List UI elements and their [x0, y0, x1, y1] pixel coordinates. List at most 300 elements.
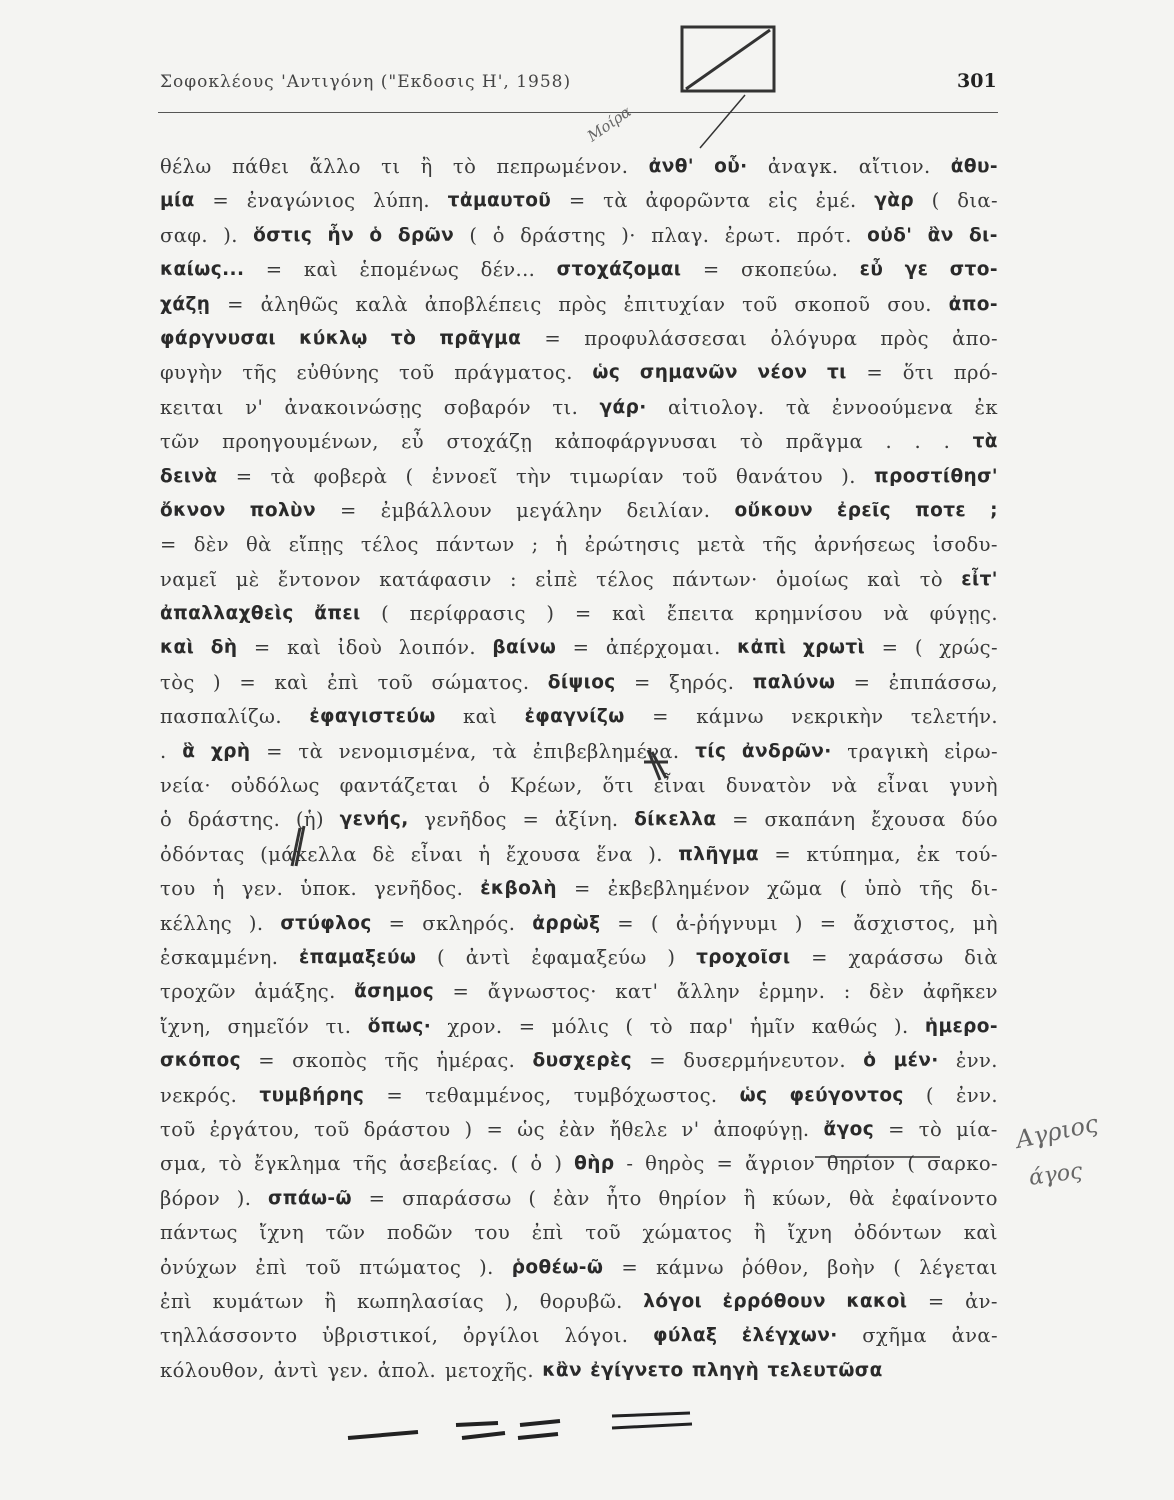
lemma-word: οὗ·	[714, 156, 748, 177]
gloss-word: (	[907, 1152, 916, 1176]
gloss-word: ἔντονον	[277, 567, 361, 591]
gloss-word: τὸς	[160, 670, 195, 694]
gloss-word: χαράσσω	[848, 945, 944, 969]
gloss-word: κύων,	[772, 1186, 833, 1210]
gloss-word: ἤθελε	[609, 1117, 668, 1141]
gloss-word: ἐὰν	[558, 1117, 596, 1141]
lemma-word: δίψιος	[547, 671, 616, 693]
gloss-word: ν'	[681, 1117, 700, 1141]
gloss-word: χρον.	[447, 1014, 503, 1038]
gloss-word: ἡ	[212, 877, 225, 901]
lemma-word: μέν·	[893, 1050, 939, 1072]
gloss-word: σαφ.	[160, 223, 208, 247]
gloss-word: ἐρώτησις	[584, 533, 681, 557]
gloss-word: ἀνα-	[951, 1324, 998, 1348]
gloss-word: πλαγ.	[651, 223, 710, 247]
lemma-word: χάζῃ	[160, 293, 211, 315]
lemma-word: πληγὴ	[691, 1359, 760, 1381]
gloss-word: μετοχῆς.	[444, 1358, 534, 1382]
gloss-word: ἀπέρχομαι.	[605, 636, 721, 660]
lemma-word: εἶτ'	[961, 568, 998, 590]
gloss-word: .	[160, 739, 167, 763]
gloss-word: ).	[236, 1186, 252, 1210]
gloss-word: ἢ	[753, 1221, 767, 1245]
gloss-word: ν'	[245, 395, 264, 419]
gloss-word: νὰ	[883, 602, 910, 626]
gloss-word: ὑποκ.	[300, 877, 358, 901]
gloss-word: παρ'	[689, 1014, 734, 1038]
gloss-word: μία-	[956, 1117, 998, 1141]
gloss-word: =	[811, 945, 828, 969]
gloss-word: ἐκβεβλημένον	[607, 877, 751, 901]
margin-note-right-2: άγος	[1027, 1158, 1084, 1191]
lemma-word: οὐδ'	[867, 224, 913, 246]
gloss-word: ποδῶν	[386, 1221, 453, 1245]
gloss-word: σου.	[887, 292, 932, 316]
lemma-word: δι-	[969, 224, 998, 246]
gloss-word: τοῦ	[398, 361, 435, 385]
lemma-word: κἂν	[542, 1359, 582, 1381]
gloss-word: =	[452, 980, 470, 1004]
gloss-word: ἐπὶ	[531, 1221, 564, 1245]
gloss-word: ἔγκλημα	[253, 1152, 341, 1176]
gloss-word: τηλλάσσοντο	[160, 1324, 298, 1348]
gloss-word: ἕνα	[596, 842, 633, 866]
gloss-word: ὁ	[478, 774, 491, 798]
gloss-word: ἴχνη,	[160, 1014, 212, 1038]
gloss-word: ἐνν.	[956, 1083, 998, 1107]
gloss-word: .	[885, 430, 893, 454]
lemma-word: ἄπει	[314, 603, 361, 625]
gloss-word: ἐρωτ.	[724, 223, 782, 247]
pen-marks	[292, 750, 943, 1157]
lemma-word: θὴρ	[574, 1153, 615, 1175]
gloss-word: τὰ	[603, 189, 628, 213]
lemma-word: στο-	[949, 259, 998, 281]
lemma-word: σκόπος	[160, 1050, 241, 1072]
gloss-word: εἰπὲ	[535, 567, 578, 591]
gloss-word: ).	[479, 1255, 494, 1279]
gloss-word: =	[881, 636, 899, 660]
gloss-word: λέγεται	[919, 1255, 998, 1279]
gloss-word: (	[925, 1083, 934, 1107]
lemma-word: κακοὶ	[846, 1290, 908, 1312]
gloss-word: =	[652, 705, 669, 729]
gloss-word: δυνατὸν	[725, 774, 812, 798]
gloss-word: τοῦ	[160, 1117, 196, 1141]
gloss-word: Κρέων,	[510, 774, 583, 798]
gloss-word: ἡ	[555, 533, 568, 557]
gloss-word: δὲν	[193, 533, 230, 557]
lemma-word: φάργνυσαι	[160, 327, 277, 349]
gloss-word: ἦτο	[606, 1186, 642, 1210]
gloss-word: νεκρικὴν	[791, 705, 884, 729]
gloss-word: .	[943, 430, 951, 454]
gloss-word: ἐὰν	[553, 1186, 590, 1210]
gloss-word: καὶ	[287, 636, 322, 660]
gloss-word: ἐνν.	[955, 1049, 998, 1073]
gloss-word: ὡς	[517, 1117, 545, 1141]
gloss-word: ἀντὶ	[273, 1358, 319, 1382]
lemma-word: ἃ	[182, 740, 196, 762]
gloss-word: τῆς	[919, 877, 954, 901]
gloss-word: =	[573, 877, 591, 901]
lemma-word: βαίνω	[492, 637, 557, 659]
gloss-word: στοχάζῃ	[446, 430, 533, 454]
gloss-word: ἐκ	[916, 842, 940, 866]
page-number: 301	[957, 70, 997, 92]
margin-note-right-1: Αγριος	[1013, 1109, 1101, 1154]
gloss-word: δὲ	[372, 842, 396, 866]
gloss-word: του	[474, 1221, 511, 1245]
gloss-word: σκοποῦ	[794, 292, 871, 316]
gloss-word: εὐθύνης	[296, 361, 380, 385]
gloss-word: τῶν	[325, 1221, 366, 1245]
gloss-word: καλὰ	[355, 292, 408, 316]
gloss-word: (	[893, 1255, 902, 1279]
lemma-word: γάρ·	[599, 396, 647, 418]
lemma-word: προστίθησ'	[874, 465, 998, 487]
lemma-word: νέον	[757, 362, 808, 384]
gloss-word: τῆς	[762, 533, 798, 557]
gloss-word: ἢ	[324, 1289, 337, 1313]
lemma-word: τροχοῖσι	[696, 946, 791, 968]
gloss-word: =	[774, 842, 792, 866]
gloss-word: ἄλλο	[309, 155, 361, 178]
gloss-word: =	[235, 464, 253, 488]
gloss-word: τοῦ	[377, 670, 414, 694]
lemma-word: καὶ	[160, 637, 195, 659]
lemma-word: ὁ	[369, 224, 383, 246]
gloss-word: =	[568, 189, 586, 213]
gloss-word: ῥόθον,	[741, 1255, 810, 1279]
gloss-word: ).	[648, 842, 663, 866]
lemma-word: ὡς	[592, 362, 621, 384]
gloss-word: πρὸς	[880, 326, 929, 350]
gloss-word: χρώς-	[939, 636, 998, 660]
gloss-word: γενῆδος	[424, 808, 507, 832]
gloss-word: ὀνύχων	[160, 1255, 238, 1279]
gloss-word: =	[212, 189, 230, 213]
gloss-word: ὀδόντων	[853, 1221, 943, 1245]
gloss-word: εἶναι	[877, 774, 930, 798]
gloss-word: σχῆμα	[862, 1324, 927, 1348]
gloss-word: σκοπὸς	[292, 1049, 368, 1073]
gloss-word: ἰδοὺ	[337, 636, 383, 660]
gloss-word: τι.	[552, 395, 579, 419]
gloss-word: =	[522, 808, 540, 832]
lemma-word: ;	[990, 499, 998, 521]
gloss-word: ἀπολ.	[377, 1358, 437, 1382]
gloss-word: δὲν	[869, 980, 905, 1004]
gloss-word: ἀρνήσεως	[814, 533, 916, 557]
gloss-word: τοῦ	[585, 1221, 621, 1245]
gloss-word: κτύπημα,	[806, 842, 902, 866]
gloss-word: τῆς	[352, 1152, 388, 1176]
gloss-word: δι-	[970, 877, 998, 901]
gloss-word: (	[510, 1152, 519, 1176]
gloss-word: ἐπιτυχίαν	[623, 292, 726, 316]
gloss-word: ἀνακοινώσῃς	[284, 395, 423, 419]
gloss-word: καὶ	[463, 705, 498, 729]
gloss-word: κόλουθον,	[160, 1358, 266, 1382]
gloss-word: ἑρμην.	[758, 980, 826, 1004]
gloss-word: γεν.	[327, 1358, 370, 1382]
lemma-word: φεύγοντος	[789, 1084, 904, 1106]
gloss-word: ὀργίλοι	[462, 1324, 540, 1348]
gloss-word: ἔχουσα	[871, 808, 946, 832]
gloss-word: πάντως	[160, 1221, 238, 1245]
lemma-word: ὄκνον	[160, 499, 226, 521]
gloss-word: εἴπῃς	[288, 533, 344, 557]
lemma-word: ἐγίγνετο	[590, 1359, 684, 1381]
gloss-word: ἐμβάλλουν	[380, 498, 493, 522]
gloss-word: =	[649, 1049, 666, 1073]
gloss-word: τὰ	[492, 739, 518, 763]
gloss-word: σπαράσσω	[402, 1186, 512, 1210]
gloss-word: σκοπεύω.	[740, 258, 839, 282]
gloss-word: καθώς	[811, 1014, 878, 1038]
gloss-word: ἁμάξης.	[254, 980, 336, 1004]
gloss-word: ὁ	[160, 808, 173, 832]
gloss-word: ἀντὶ	[465, 945, 511, 969]
lemma-word: οὔκουν	[734, 499, 813, 521]
gloss-word: =	[634, 670, 651, 694]
gloss-word: =	[266, 739, 283, 763]
gloss-word: θὰ	[246, 533, 272, 557]
gloss-word: δράστου	[363, 1117, 451, 1141]
gloss-word: τραγικὴ	[847, 739, 929, 763]
lemma-word: ἀνδρῶν·	[741, 740, 832, 762]
gloss-word: )	[554, 1152, 563, 1176]
gloss-word: ἄγριον	[745, 1152, 816, 1176]
gloss-word: εὖ	[401, 430, 425, 454]
gloss-word: ἀξίνη.	[554, 808, 619, 832]
gloss-word: (	[650, 911, 659, 935]
lemma-word: ἐρεῖς	[837, 499, 892, 521]
gloss-word: =	[732, 808, 749, 832]
gloss-word: τὸ	[919, 567, 944, 591]
gloss-word: τέλος	[596, 567, 655, 591]
gloss-word: γεν.	[241, 877, 284, 901]
gloss-word: ἀποφύγῃ.	[713, 1117, 810, 1141]
gloss-word: δράστης.	[187, 808, 281, 832]
gloss-word: (ἡ)	[295, 808, 324, 832]
gloss-word: τελετήν.	[910, 705, 998, 729]
gloss-word: καὶ	[274, 670, 309, 694]
gloss-word: )	[464, 1117, 473, 1141]
lemma-word: κἀπὶ	[737, 637, 787, 659]
gloss-word: =	[486, 1117, 504, 1141]
gloss-word: κέλλης	[160, 911, 233, 935]
gloss-word: τέλος	[360, 533, 419, 557]
gloss-word: ).	[893, 1014, 909, 1038]
lemma-word: τὰ	[972, 431, 998, 453]
gloss-word: πρᾶγμα	[785, 430, 864, 454]
gloss-word: =	[339, 498, 357, 522]
gloss-word: μεγάλην	[516, 498, 603, 522]
gloss-word: βοὴν	[827, 1255, 876, 1279]
lemma-word: πρᾶγμα	[439, 327, 522, 349]
gloss-word: λόγοι.	[564, 1324, 629, 1348]
gloss-word: αἰτιολογ.	[667, 395, 765, 419]
gloss-word: =	[368, 1186, 386, 1210]
gloss-word: ἐπιπάσσω,	[888, 670, 998, 694]
lemma-word: τυμβήρης	[259, 1084, 365, 1106]
gloss-word: ξηρός.	[669, 670, 735, 694]
gloss-word: πρότ.	[796, 223, 852, 247]
gloss-word: τοῦ	[305, 1255, 342, 1279]
lemma-word: πολὺν	[249, 499, 316, 521]
gloss-word: του	[160, 877, 196, 901]
gloss-word: τὸ	[918, 1117, 943, 1141]
gloss-word: τὸ	[740, 430, 764, 454]
gloss-word: τροχῶν	[160, 980, 236, 1004]
gloss-word: ἐμέ.	[815, 189, 857, 213]
gloss-word: ἢ	[420, 155, 433, 178]
gloss-word: (	[381, 602, 390, 626]
gloss-word: =	[253, 636, 271, 660]
gloss-word: =	[239, 670, 257, 694]
gloss-word: ἄσχιστος,	[853, 911, 956, 935]
gloss-word: ἡ	[478, 842, 491, 866]
gloss-word: μόλις	[551, 1014, 610, 1038]
gloss-word: περίφρασις	[409, 602, 526, 626]
gloss-word: δυσερμήνευτον.	[683, 1049, 847, 1073]
gloss-word: =	[572, 636, 590, 660]
gloss-word: (	[839, 877, 848, 901]
lemma-word: τι	[826, 362, 847, 384]
lemma-word: γε	[904, 259, 929, 281]
gloss-word: ὁ	[530, 1152, 543, 1176]
lemma-word: τίς	[695, 740, 727, 762]
gloss-word: (	[469, 223, 478, 247]
lemma-word: εὖ	[859, 259, 884, 281]
lemma-word: λόγοι	[643, 1290, 703, 1312]
gloss-word: θέλω	[160, 155, 212, 178]
lemma-word: ἂν	[927, 224, 954, 246]
gloss-word: βόρον	[160, 1186, 221, 1210]
gloss-word: ἀν-	[965, 1289, 998, 1313]
gloss-word: :	[843, 980, 851, 1004]
gloss-word: ).	[248, 911, 264, 935]
gloss-word: νεκρός.	[160, 1083, 238, 1107]
gloss-word: =	[702, 258, 720, 282]
gloss-word: ναμεῖ	[160, 567, 218, 591]
gloss-word: πάθει	[231, 155, 290, 178]
gloss-word: σημεῖόν	[227, 1014, 310, 1038]
gloss-word: θορυβῶ.	[539, 1289, 623, 1313]
gloss-word: ὀλόγυρα	[770, 326, 858, 350]
lemma-word: ἐκβολὴ	[480, 878, 557, 900]
gloss-word: τῆς	[242, 361, 277, 385]
gloss-word: )	[546, 602, 555, 626]
lemma-word: ἐπαμαξεύω	[298, 946, 417, 968]
gloss-word: τυμβόχωστος.	[573, 1083, 718, 1107]
gloss-word: ἐφαμαξεύω	[531, 945, 647, 969]
lemma-word: ἐφαγιστεύω	[309, 706, 436, 728]
gloss-word: =	[574, 602, 592, 626]
gloss-word: ἐφαίνοντο	[891, 1186, 998, 1210]
gloss-word: τῆς	[384, 1049, 420, 1073]
gloss-word: τού-	[955, 842, 998, 866]
gloss-word: καὶ	[963, 1221, 998, 1245]
gloss-word: καὶ	[867, 567, 902, 591]
gloss-word: (	[914, 636, 923, 660]
gloss-word: )	[667, 945, 676, 969]
lemma-word: ἀθυ-	[950, 156, 998, 177]
gloss-word: ἀναγκ.	[767, 155, 839, 178]
lemma-word: στοχάζομαι	[556, 259, 682, 281]
gloss-word: ἄλλην	[676, 980, 741, 1004]
gloss-word: ἐπιβεβλημένα.	[532, 739, 680, 763]
gloss-word: σοβαρόν	[443, 395, 532, 419]
gloss-word: τοῦ	[682, 464, 718, 488]
lemma-word: ἡμερο-	[924, 1015, 998, 1037]
gloss-word: τι	[381, 155, 401, 178]
gloss-word: =	[888, 1117, 905, 1141]
lemma-word: μία	[160, 190, 195, 212]
lemma-word: δὴ	[210, 637, 238, 659]
gloss-word: αἴτιον.	[858, 155, 931, 178]
gloss-word: τὸ	[649, 1014, 674, 1038]
gloss-word: προφυλάσσεσαι	[584, 326, 748, 350]
running-title: Σοφοκλέους 'Αντιγόνη ("Εκδοσις Η', 1958)	[160, 72, 572, 92]
gloss-word: )	[213, 670, 222, 694]
gloss-word: θηρὸς	[645, 1152, 705, 1176]
gloss-word: ἔχουσα	[506, 842, 581, 866]
gloss-word: τῶν	[160, 430, 200, 454]
gloss-word: ὁ	[492, 223, 505, 247]
gloss-word: λύπη.	[373, 189, 431, 213]
gloss-word: ἐναγώνιος	[246, 189, 356, 213]
gloss-word: ὅτι	[902, 361, 935, 385]
gloss-word: ἀσεβείας.	[399, 1152, 499, 1176]
gloss-word: =	[819, 911, 837, 935]
gloss-word: =	[265, 258, 283, 282]
gloss-word: γενῆδος.	[374, 877, 464, 901]
gloss-word: καὶ	[303, 258, 339, 282]
gloss-word: κάμνω	[696, 705, 764, 729]
gloss-word: ἐπὶ	[327, 670, 360, 694]
gloss-word: θανάτου	[735, 464, 824, 488]
gloss-word: ).	[841, 464, 856, 488]
gloss-word: =	[227, 292, 244, 316]
gloss-word: σμα,	[160, 1152, 207, 1176]
gloss-word: εἶναι	[410, 842, 464, 866]
gloss-word: (μάκελλα	[260, 842, 357, 866]
margin-note-top: Μοίρα	[583, 102, 635, 146]
lemma-word: ῥοθέω-ῶ	[511, 1256, 604, 1278]
gloss-word: γυνὴ	[949, 774, 998, 798]
gloss-word: πρὸς	[558, 292, 607, 316]
lemma-word: ποτε	[915, 499, 967, 521]
lemma-word: ἐλέγχων·	[741, 1325, 838, 1347]
gloss-word: =	[544, 326, 562, 350]
gloss-word: -	[626, 1152, 634, 1176]
gloss-word: =	[853, 670, 871, 694]
gloss-word: =	[518, 1014, 536, 1038]
gloss-word: =	[386, 1083, 404, 1107]
gloss-word: ὑβριστικοί,	[322, 1324, 439, 1348]
gloss-word: φυγὴν	[160, 361, 223, 385]
gloss-word: τεθαμμένος,	[425, 1083, 552, 1107]
gloss-word: ἀπο-	[952, 326, 998, 350]
bottom-dash-marks	[348, 1413, 692, 1438]
gloss-word: ἐννοούμενα	[831, 395, 954, 419]
gloss-word: μὲ	[235, 567, 260, 591]
lemma-word: ἄγος	[823, 1118, 875, 1140]
